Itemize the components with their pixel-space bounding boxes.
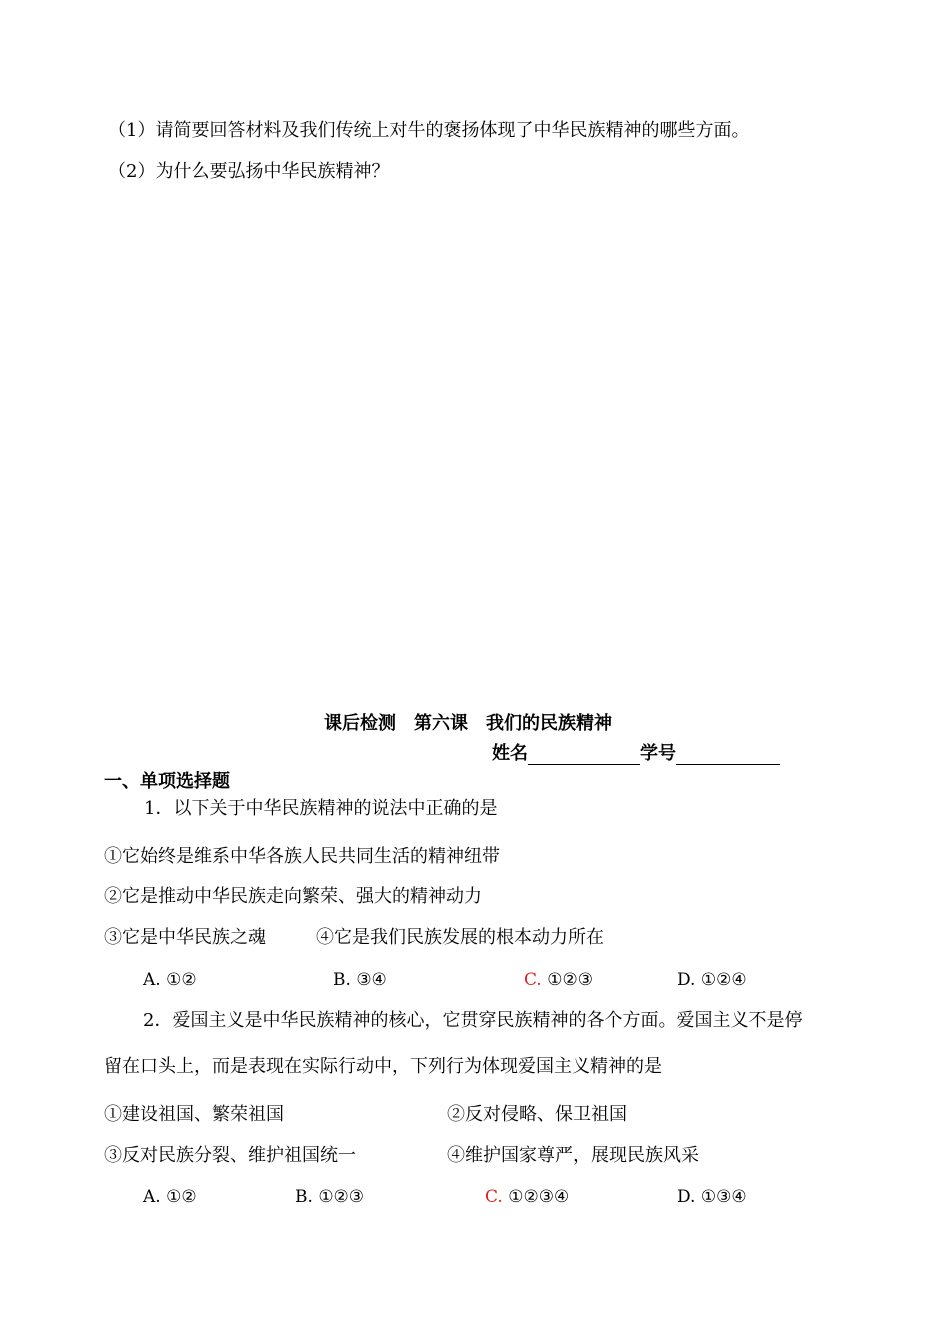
question-1-option-c[interactable] xyxy=(524,969,593,991)
question-2-option-d[interactable] xyxy=(677,1186,747,1208)
question-2-stem-line-1: 2．爱国主义是中华民族精神的核心，它贯穿民族精神的各个方面。爱国主义不是停 xyxy=(143,1010,803,1031)
name-label: 姓名 xyxy=(492,743,528,764)
option-letter: D. xyxy=(677,1187,696,1207)
page-title: 课后检测 第六课 我们的民族精神 xyxy=(324,713,612,734)
option-text: ①②③④ xyxy=(508,1187,570,1207)
option-text: ①② xyxy=(166,1187,197,1207)
question-1-item-3: ③它是中华民族之魂 xyxy=(104,927,266,948)
question-2-item-3: ③反对民族分裂、维护祖国统一 xyxy=(104,1145,356,1166)
option-letter: D. xyxy=(677,970,696,990)
question-1-option-d[interactable] xyxy=(677,969,747,991)
student-id-label: 学号 xyxy=(640,743,676,764)
option-text: ①③④ xyxy=(700,1187,747,1207)
question-part-2: （2）为什么要弘扬中华民族精神？ xyxy=(108,161,390,182)
option-text: ①②③ xyxy=(547,970,593,990)
question-2-item-2: ②反对侵略、保卫祖国 xyxy=(447,1104,627,1125)
option-letter: C. xyxy=(524,970,542,990)
question-1-option-b[interactable] xyxy=(333,969,387,991)
student-id-blank[interactable] xyxy=(676,746,780,765)
question-1-stem: 1．以下关于中华民族精神的说法中正确的是 xyxy=(144,798,498,819)
question-1-item-2: ②它是推动中华民族走向繁荣、强大的精神动力 xyxy=(104,886,482,907)
option-text: ①② xyxy=(166,970,197,990)
question-2-stem-line-2: 留在口头上，而是表现在实际行动中，下列行为体现爱国主义精神的是 xyxy=(104,1056,662,1077)
question-2-option-b[interactable] xyxy=(295,1186,364,1208)
option-text: ①②④ xyxy=(700,970,747,990)
question-part-1: （1）请简要回答材料及我们传统上对牛的褒扬体现了中华民族精神的哪些方面。 xyxy=(108,120,750,141)
student-info xyxy=(492,743,780,765)
option-text: ①②③ xyxy=(318,1187,365,1207)
question-1-item-4: ④它是我们民族发展的根本动力所在 xyxy=(316,927,604,948)
option-letter: B. xyxy=(295,1187,313,1207)
question-1-item-1: ①它始终是维系中华各族人民共同生活的精神纽带 xyxy=(104,846,500,867)
option-letter: A. xyxy=(143,1187,161,1207)
option-letter: C. xyxy=(485,1187,503,1207)
question-1-option-a[interactable] xyxy=(143,969,197,991)
question-2-item-4: ④维护国家尊严，展现民族风采 xyxy=(447,1145,699,1166)
name-blank[interactable] xyxy=(528,746,640,765)
option-text: ③④ xyxy=(356,970,387,990)
option-letter: A. xyxy=(143,970,161,990)
question-2-item-1: ①建设祖国、繁荣祖国 xyxy=(104,1104,284,1125)
question-2-option-c[interactable] xyxy=(485,1186,569,1208)
option-letter: B. xyxy=(333,970,351,990)
question-2-option-a[interactable] xyxy=(143,1186,197,1208)
section-heading: 一、单项选择题 xyxy=(104,771,230,792)
